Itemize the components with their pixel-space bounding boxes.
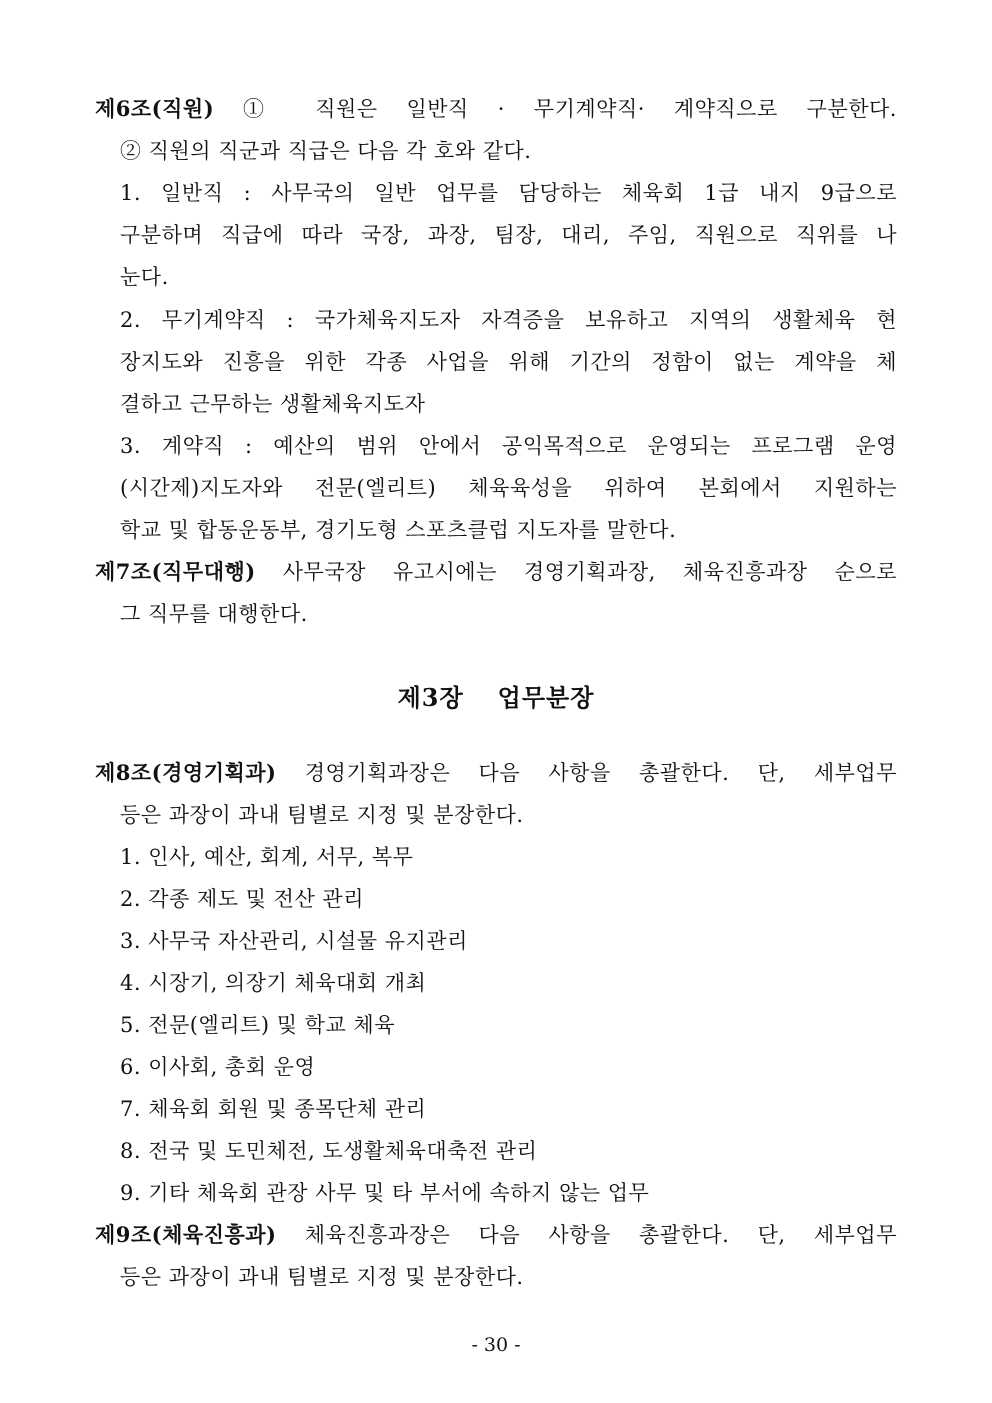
- article-6-item-3-line-3: 학교 및 합동운동부, 경기도형 스포츠클럽 지도자를 말한다.: [120, 518, 677, 542]
- chapter-heading: [0, 683, 992, 713]
- list-item: 4. 시장기, 의장기 체육대회 개최: [120, 971, 427, 995]
- article-9-title: 제9조(체육진흥과): [95, 1222, 277, 1247]
- article-9-text: 체육진흥과장은 다음 사항을 총괄한다. 단, 세부업무: [276, 1223, 897, 1247]
- article-7-line-2: 그 직무를 대행한다.: [120, 602, 308, 626]
- article-6-item-1-line-2: 구분하며 직급에 따라 국장, 과장, 팀장, 대리, 주임, 직원으로 직위를 나: [120, 223, 897, 247]
- article-8-text: 경영기획과장은 다음 사항을 총괄한다. 단, 세부업무: [276, 761, 897, 785]
- list-item: 9. 기타 체육회 관장 사무 및 타 부서에 속하지 않는 업무: [120, 1181, 650, 1205]
- page-number: - 30 -: [471, 1334, 521, 1356]
- article-6-item-1-line-1: 1. 일반직 : 사무국의 일반 업무를 담당하는 체육회 1급 내지 9급으로: [120, 181, 897, 205]
- list-item: 6. 이사회, 총회 운영: [120, 1055, 316, 1079]
- list-item: 5. 전문(엘리트) 및 학교 체육: [120, 1013, 395, 1037]
- article-6-item-2-line-2: 장지도와 진흥을 위한 각종 사업을 위해 기간의 정함이 없는 계약을 체: [120, 350, 897, 374]
- list-item: 8. 전국 및 도민체전, 도생활체육대축전 관리: [120, 1139, 538, 1163]
- article-8-line-1: [95, 759, 897, 787]
- list-item: 3. 사무국 자산관리, 시설물 유지관리: [120, 929, 468, 953]
- article-6-item-1-line-3: 눈다.: [120, 265, 169, 289]
- chapter-title: 업무분장: [497, 683, 595, 712]
- article-7-line-1: [95, 558, 897, 586]
- chapter-number: 제3장: [397, 683, 464, 712]
- article-9-line-2: 등은 과장이 과내 팀별로 지정 및 분장한다.: [120, 1265, 524, 1289]
- article-6-clause-2: ② 직원의 직군과 직급은 다음 각 호와 같다.: [120, 139, 532, 163]
- article-6-title: 제6조(직원): [95, 96, 215, 121]
- article-6-text: ① 직원은 일반직 · 무기계약직· 계약직으로 구분한다.: [214, 97, 897, 121]
- article-8-line-2: 등은 과장이 과내 팀별로 지정 및 분장한다.: [120, 803, 524, 827]
- article-7-title: 제7조(직무대행): [95, 559, 256, 584]
- article-6-line-1: [95, 95, 897, 123]
- article-6-item-3-line-1: 3. 계약직 : 예산의 범위 안에서 공익목적으로 운영되는 프로그램 운영: [120, 434, 897, 458]
- article-6-item-2-line-3: 결하고 근무하는 생활체육지도자: [120, 392, 426, 416]
- list-item: 7. 체육회 회원 및 종목단체 관리: [120, 1097, 427, 1121]
- article-6-item-3-line-2: (시간제)지도자와 전문(엘리트) 체육육성을 위하여 본회에서 지원하는: [120, 476, 897, 500]
- article-7-text: 사무국장 유고시에는 경영기획과장, 체육진흥과장 순으로: [255, 560, 897, 584]
- article-8-title: 제8조(경영기획과): [95, 760, 277, 785]
- article-9-line-1: [95, 1221, 897, 1249]
- list-item: 2. 각종 제도 및 전산 관리: [120, 887, 364, 911]
- list-item: 1. 인사, 예산, 회계, 서무, 복무: [120, 845, 414, 869]
- article-6-item-2-line-1: 2. 무기계약직 : 국가체육지도자 자격증을 보유하고 지역의 생활체육 현: [120, 308, 897, 332]
